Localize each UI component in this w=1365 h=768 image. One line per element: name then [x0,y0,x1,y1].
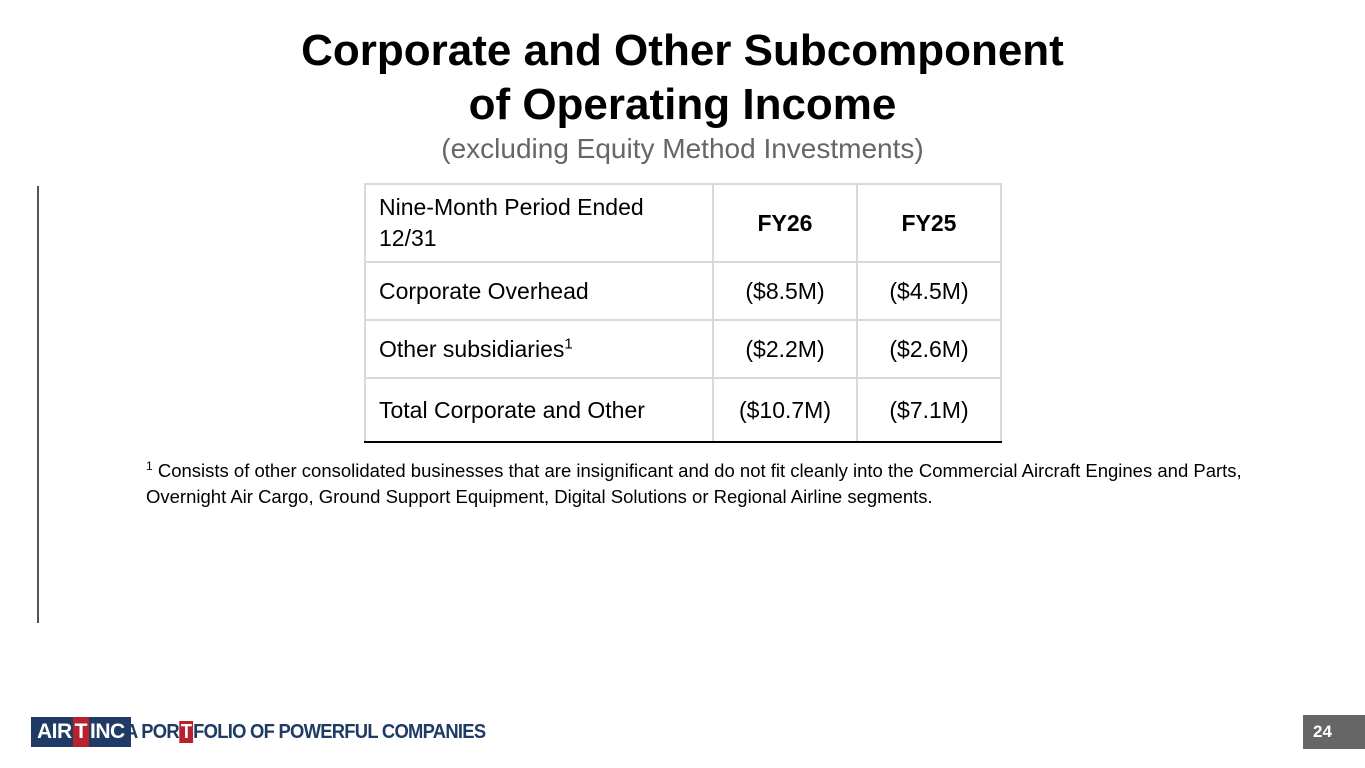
table-row [365,320,1001,378]
row-fy26-value: ($8.5M) [713,262,857,320]
operating-income-table [364,183,1002,443]
table-header-row [365,184,1001,262]
row-fy25-value: ($2.6M) [857,320,1001,378]
row-fy26-value: ($2.2M) [713,320,857,378]
portfolio-tagline: A PORTFOLIO OF POWERFUL COMPANIES [125,721,486,743]
total-fy26-value: ($10.7M) [713,378,857,442]
total-label: Total Corporate and Other [365,378,713,442]
fy25-header: FY25 [857,184,1001,262]
page-number: 24 [1303,715,1365,749]
row-fy25-value: ($4.5M) [857,262,1001,320]
footnote-marker: 1 [146,458,153,473]
slide-title [0,24,1365,132]
row-label: Other subsidiaries$^1$ [365,320,713,378]
total-row [365,378,1001,442]
total-fy25-value: ($7.1M) [857,378,1001,442]
table-row [365,262,1001,320]
period-header: Nine-Month Period Ended 12/31 [365,184,713,262]
left-divider [37,186,39,623]
title-line-1: Corporate and Other Subcomponent [301,26,1064,75]
airt-logo: AIR T INC [31,717,131,747]
row-label: Corporate Overhead [365,262,713,320]
slide-subtitle: (excluding Equity Method Investments) [441,133,924,164]
fy26-header: FY26 [713,184,857,262]
footnote-reference: 1 [564,334,573,352]
footnote-text: Consists of other consolidated businesses that are insignificant and do not fit cleanly into the Commercial Aircraft Engines and Parts, Overnight Air Cargo, Ground Support Equipment, Digital Solutions or Regional Airline segments. [146,460,1242,507]
footnote [146,458,1246,510]
title-line-2: of Operating Income [468,80,897,129]
